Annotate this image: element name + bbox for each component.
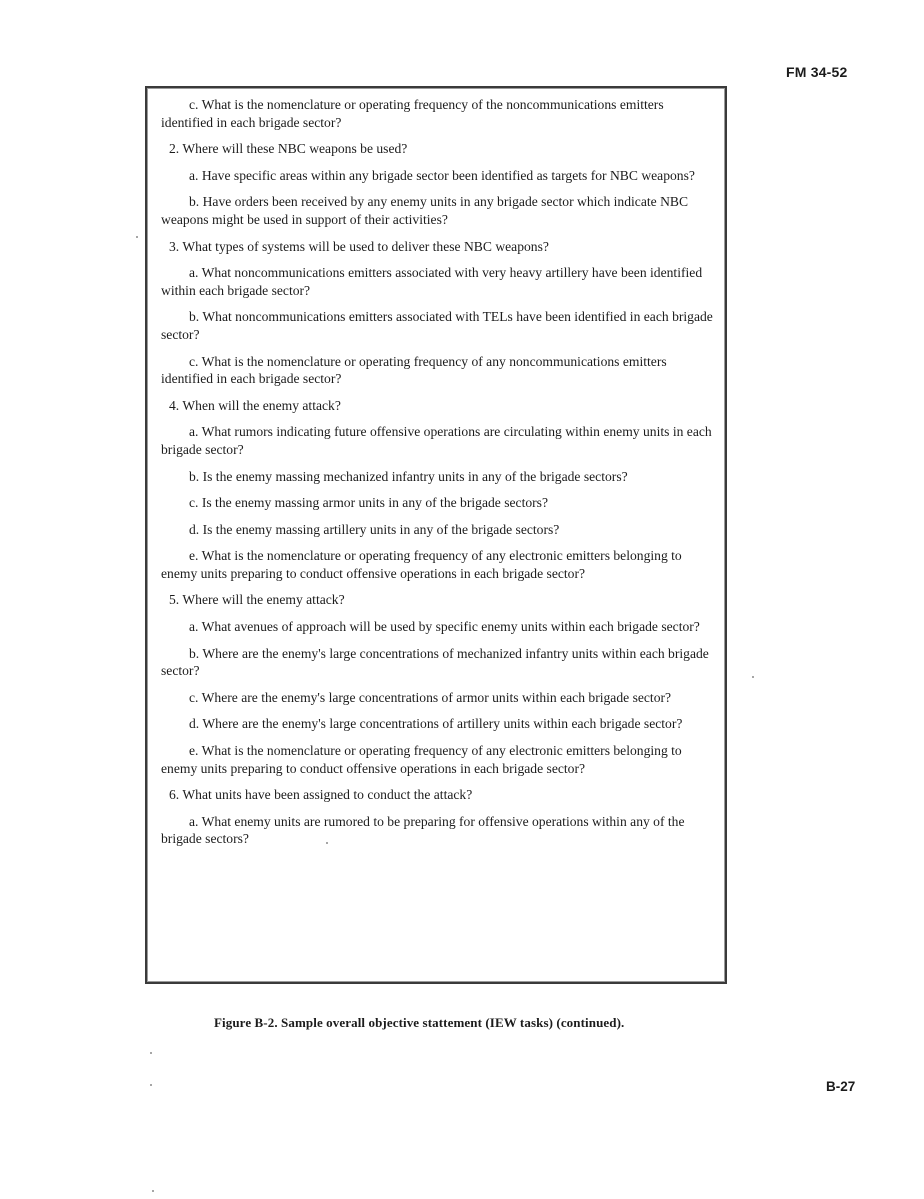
question-6: 6. What units have been assigned to conduct the attack? xyxy=(169,787,473,803)
item-5a: a. What avenues of approach will be used by specific enemy units within each brigade sector? xyxy=(189,619,700,635)
question-2: 2. Where will these NBC weapons be used? xyxy=(169,141,408,157)
scan-speck xyxy=(150,1052,152,1054)
manual-id: FM 34-52 xyxy=(786,64,848,80)
item-2a: a. Have specific areas within any brigade sector been identified as targets for NBC weapons? xyxy=(189,167,695,183)
question-3: 3. What types of systems will be used to deliver these NBC weapons? xyxy=(169,238,549,254)
objective-statement-box xyxy=(145,86,727,984)
figure-caption: Figure B-2. Sample overall objective stattement (IEW tasks) (continued). xyxy=(214,1015,625,1030)
scan-speck xyxy=(326,842,328,844)
item-5c: c. Where are the enemy's large concentrations of armor units within each brigade sector? xyxy=(189,689,672,705)
item-4a: a. What rumors indicating future offensive operations are circulating within enemy units in each brigade sector? xyxy=(161,424,712,457)
item-5d: d. Where are the enemy's large concentrations of artillery units within each brigade sector? xyxy=(189,716,683,732)
scan-speck xyxy=(752,676,754,678)
scan-speck xyxy=(152,1190,154,1192)
question-4: 4. When will the enemy attack? xyxy=(169,397,341,413)
item-3b: b. What noncommunications emitters associated with TELs have been identified in each brigade sector? xyxy=(161,309,713,342)
item-4b: b. Is the enemy massing mechanized infantry units in any of the brigade sectors? xyxy=(189,468,628,484)
item-4d: d. Is the enemy massing artillery units in any of the brigade sectors? xyxy=(189,521,560,537)
item-3a: a. What noncommunications emitters associated with very heavy artillery have been identified within each brigade sector? xyxy=(161,265,703,298)
item-5b: b. Where are the enemy's large concentrations of mechanized infantry units within each brigade sector? xyxy=(161,645,709,679)
question-5: 5. Where will the enemy attack? xyxy=(169,592,345,608)
scan-speck xyxy=(136,236,138,238)
objective-statement-content xyxy=(161,96,717,848)
item-5e: e. What is the nomenclature or operating frequency of any electronic emitters belonging to enemy units preparing to conduct offensive operations in each brigade sector? xyxy=(161,743,682,776)
item-6a: a. What enemy units are rumored to be preparing for offensive operations within any of the brigade sectors? xyxy=(161,813,685,847)
item-4c: c. Is the enemy massing armor units in any of the brigade sectors? xyxy=(189,495,548,511)
item-4e: e. What is the nomenclature or operating frequency of any electronic emitters belonging to enemy units preparing to conduct offensive operations in each brigade sector? xyxy=(161,548,682,581)
page-number: B-27 xyxy=(826,1079,856,1094)
scan-speck xyxy=(150,1084,152,1086)
item-4c-prev: c. What is the nomenclature or operating frequency of the noncommunications emitters identified in each brigade sector? xyxy=(161,97,664,130)
item-3c: c. What is the nomenclature or operating frequency of any noncommunications emitters identified in each brigade sector? xyxy=(161,353,667,387)
item-2b: b. Have orders been received by any enemy units in any brigade sector which indicate NBC weapons might be used in support of their activities? xyxy=(161,194,689,227)
